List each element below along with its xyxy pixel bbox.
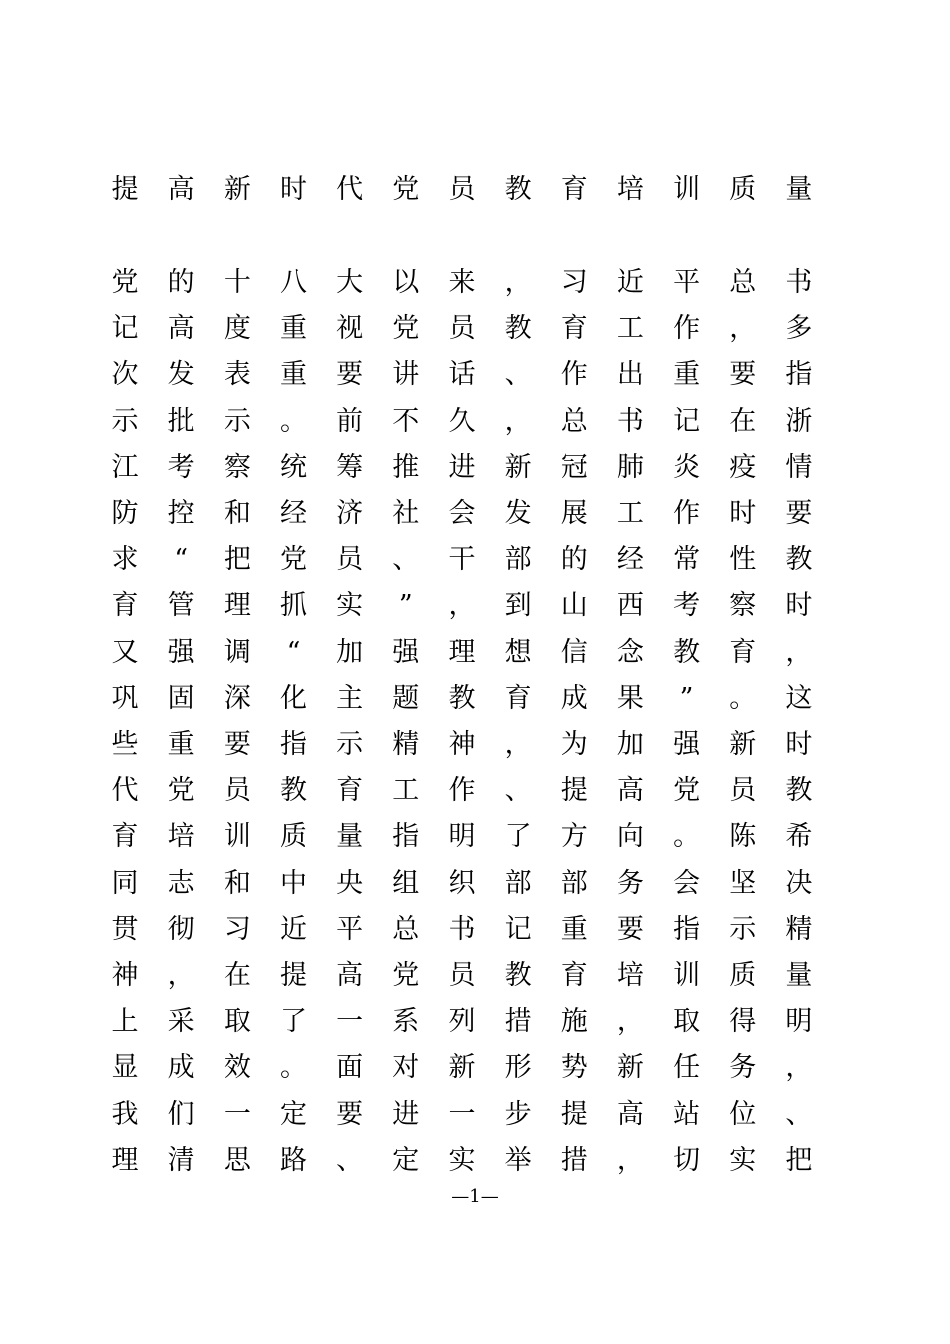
- document-title: 提 高 新 时 代 党 员 教 育 培 训 质 量: [111, 174, 813, 205]
- body-line: 同 志 和 中 央 组 织 部 部 务 会 坚 决: [111, 867, 813, 899]
- body-line: 神 ， 在 提 高 党 员 教 育 培 训 质 量: [111, 960, 813, 991]
- body-line: 育 培 训 质 量 指 明 了 方 向 。 陈 希: [111, 821, 813, 853]
- body-line: 我 们 一 定 要 进 一 步 提 高 站 位 、: [111, 1098, 813, 1130]
- body-line: 次 发 表 重 要 讲 话 、 作 出 重 要 指: [111, 359, 813, 391]
- body-line: 显 成 效 。 面 对 新 形 势 新 任 务 ，: [111, 1052, 813, 1084]
- body-line: 求 “ 把 党 员 、 干 部 的 经 常 性 教: [111, 544, 813, 576]
- body-line: 巩 固 深 化 主 题 教 育 成 果 ” 。 这: [111, 682, 813, 714]
- body-line: 理 清 思 路 、 定 实 举 措 ， 切 实 把: [111, 1144, 813, 1176]
- body-line: 防 控 和 经 济 社 会 发 展 工 作 时 要: [111, 498, 813, 529]
- body-line: 代 党 员 教 育 工 作 、 提 高 党 员 教: [111, 775, 813, 807]
- page-number: —1—: [451, 1186, 499, 1207]
- body-line: 江 考 察 统 筹 推 进 新 冠 肺 炎 疫 情: [111, 451, 813, 483]
- body-line: 贯 彻 习 近 平 总 书 记 重 要 指 示 精: [111, 913, 813, 945]
- body-line: 上 采 取 了 一 系 列 措 施 ， 取 得 明: [111, 1006, 813, 1038]
- body-line: 些 重 要 指 示 精 神 ， 为 加 强 新 时: [111, 729, 813, 760]
- body-line: 示 批 示 。 前 不 久 ， 总 书 记 在 浙: [111, 405, 813, 437]
- body-line: 记 高 度 重 视 党 员 教 育 工 作 ， 多: [111, 313, 813, 345]
- body-line: 又 强 调 “ 加 强 理 想 信 念 教 育 ，: [111, 636, 813, 668]
- body-line: 党 的 十 八 大 以 来 ， 习 近 平 总 书: [111, 267, 813, 298]
- body-line: 育 管 理 抓 实 ” ， 到 山 西 考 察 时: [111, 590, 813, 622]
